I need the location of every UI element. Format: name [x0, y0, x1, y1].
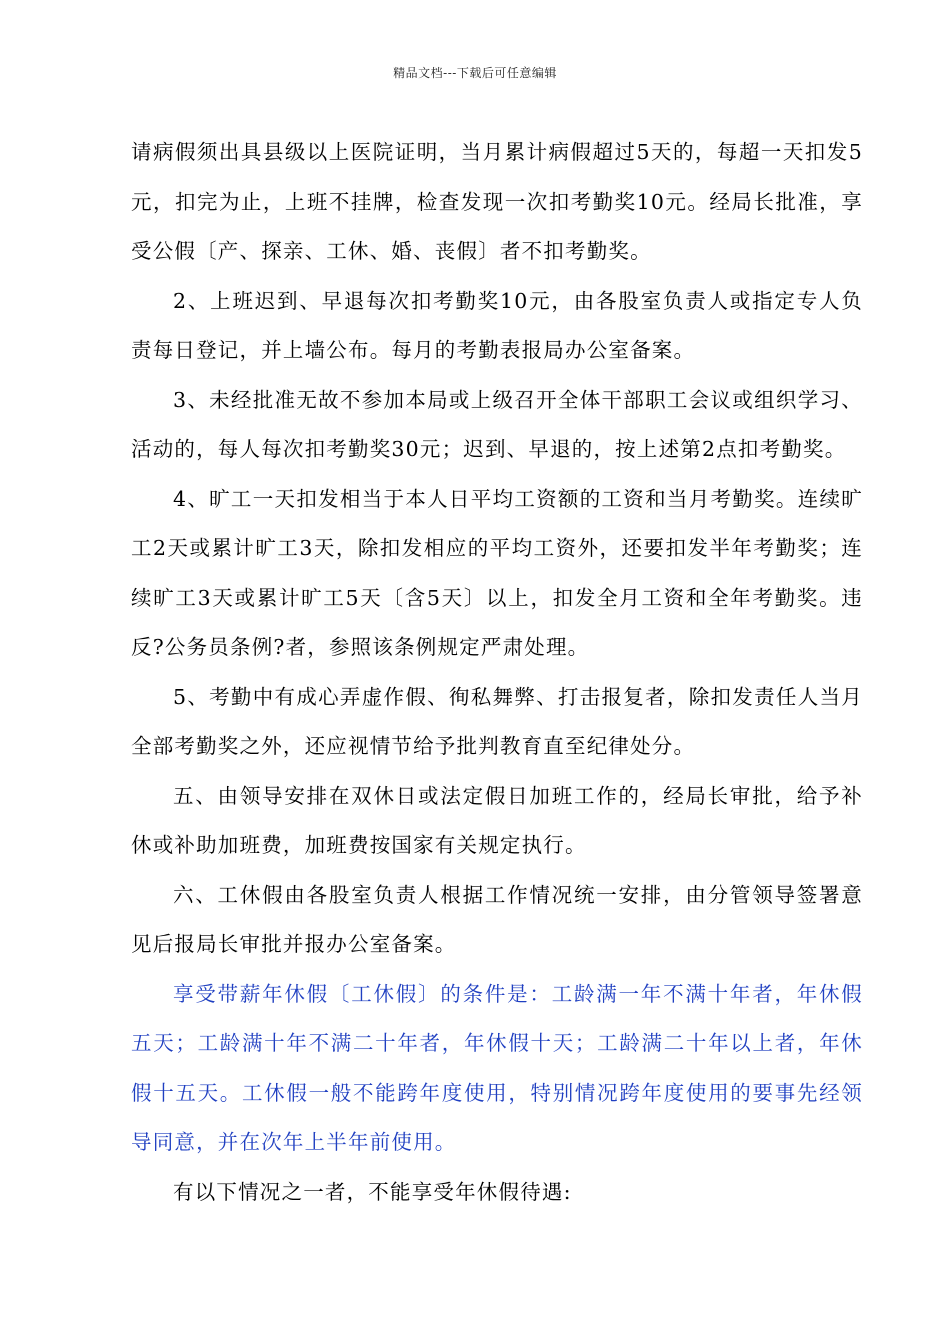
paragraph-section-5-overtime: 五、由领导安排在双休日或法定假日加班工作的，经局长审批，给予补休或补助加班费，加班费按国家有关规定执行。: [131, 783, 863, 857]
paragraph-exclusions-intro: 有以下情况之一者，不能享受年休假待遇:: [173, 1179, 572, 1204]
paragraph-sick-leave: 请病假须出具县级以上医院证明，当月累计病假超过5天的，每超一天扣发5元，扣完为止，上班不挂牌，检查发现一次扣考勤奖10元。经局长批准，享受公假〔产、探亲、工休、婚、丧假〕者不扣考勤奖。: [131, 140, 863, 263]
page-header: 精品文档---下载后可任意编辑: [393, 66, 557, 80]
paragraph-section-6-leave: 六、工休假由各股室负责人根据工作情况统一安排，由分管领导签署意见后报局长审批并报办公室备案。: [131, 882, 863, 956]
document-body: [131, 128, 863, 1217]
paragraph-annual-leave-conditions: 享受带薪年休假〔工休假〕的条件是：工龄满一年不满十年者，年休假五天；工龄满十年不满二十年者，年休假十天；工龄满二十年以上者，年休假十五天。工休假一般不能跨年度使用，特别情况跨年度使用的要事先经领导同意，并在次年上半年前使用。: [131, 981, 863, 1154]
paragraph-item-5-fraud: 5、考勤中有成心弄虚作假、徇私舞弊、打击报复者，除扣发责任人当月全部考勤奖之外，还应视情节给予批判教育直至纪律处分。: [131, 684, 863, 758]
paragraph-item-2-late: 2、上班迟到、早退每次扣考勤奖10元，由各股室负责人或指定专人负责每日登记，并上墙公布。每月的考勤表报局办公室备案。: [131, 288, 863, 362]
paragraph-item-3-meetings: 3、未经批准无故不参加本局或上级召开全体干部职工会议或组织学习、活动的，每人每次扣考勤奖30元；迟到、早退的，按上述第2点扣考勤奖。: [131, 387, 863, 461]
paragraph-item-4-absence: 4、旷工一天扣发相当于本人日平均工资额的工资和当月考勤奖。连续旷工2天或累计旷工3天，除扣发相应的平均工资外，还要扣发半年考勤奖；连续旷工3天或累计旷工5天〔含5天〕以上，扣发全月工资和全年考勤奖。违反?公务员条例?者，参照该条例规定严肃处理。: [131, 486, 863, 659]
